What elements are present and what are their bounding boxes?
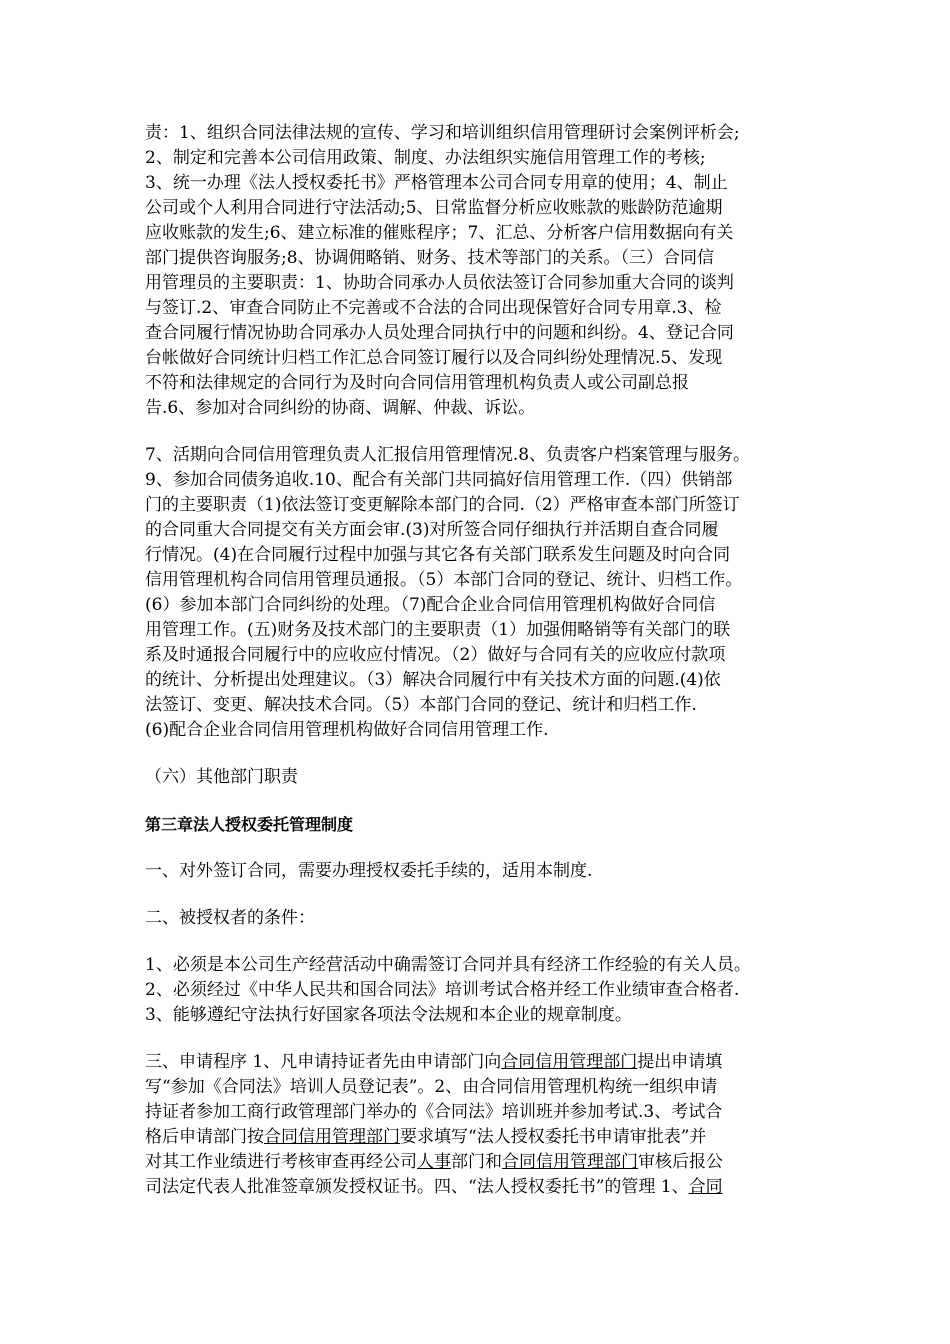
text-line: 持证者参加工商行政管理部门举办的《合同法》培训班并参加考试.3、考试合 — [145, 1102, 723, 1122]
text-line: 的合同重大合同提交有关方面会审.(3)对所签合同仔细执行并活期自查合同履 — [145, 520, 719, 540]
text-segment: 格后申请部门按 — [145, 1127, 264, 1147]
text-line — [145, 1150, 825, 1175]
link-contract-credit-dept[interactable]: 合同信用管理部门 — [501, 1052, 638, 1072]
text-line: 用管理工作。(五)财务及技术部门的主要职责（1）加强佣略销等有关部门的联 — [145, 620, 731, 640]
text-line: 写“参加《合同法》培训人员登记表”。2、由合同信用管理机构统一组织申请 — [145, 1077, 718, 1097]
text-line: 用管理员的主要职责：1、协助合同承办人员依法签订合同参加重大合同的谈判 — [145, 273, 734, 293]
text-line: 2、必须经过《中华人民共和国合同法》培训考试合格并经工作业绩审查合格者. — [145, 980, 740, 1000]
text-line: 一、对外签订合同，需要办理授权委托手续的，适用本制度. — [145, 861, 593, 881]
chapter-heading: 第三章法人授权委托管理制度 — [145, 815, 354, 834]
text-line: 责：1、组织合同法律法规的宣传、学习和培训组织信用管理研讨会案例评析会; — [145, 123, 740, 143]
paragraph-conditions-list — [145, 953, 825, 1028]
text-line — [145, 1050, 825, 1075]
link-contract-credit-dept[interactable]: 合同信用管理部门 — [264, 1127, 400, 1147]
text-line: 查合同履行情况协助合同承办人员处理合同执行中的问题和纠纷。4、登记合同 — [145, 323, 734, 343]
text-line: 7、活期向合同信用管理负责人汇报信用管理情况.8、负责客户档案管理与服务。 — [145, 445, 751, 465]
text-line: (6）参加本部门合同纠纷的处理。（7)配合企业合同信用管理机构做好合同信 — [145, 595, 716, 615]
paragraph-conditions-title — [145, 906, 825, 931]
text-line: 信用管理机构合同信用管理员通报。（5）本部门合同的登记、统计、归档工作。 — [145, 570, 743, 590]
text-line: 3、统一办理《法人授权委托书》严格管理本公司合同专用章的使用；4、制止 — [145, 173, 728, 193]
text-segment: 对其工作业绩进行考核审查再经公司 — [145, 1152, 417, 1172]
paragraph-application-procedure — [145, 1050, 825, 1200]
document-page — [145, 121, 825, 1222]
text-line: (6)配合企业合同信用管理机构做好合同信用管理工作. — [145, 720, 549, 740]
text-line: 1、必须是本公司生产经营活动中确需签订合同并具有经济工作经验的有关人员。 — [145, 955, 751, 975]
text-line: 3、能够遵纪守法执行好国家各项法令法规和本企业的规章制度。 — [145, 1005, 632, 1025]
link-contract-credit-dept[interactable]: 合同信用管理部门 — [502, 1152, 638, 1172]
text-line: 告.6、参加对合同纠纷的协商、调解、仲裁、诉讼。 — [145, 398, 536, 418]
text-line: 应收账款的发生;6、建立标准的催账程序；7、汇总、分析客户信用数据向有关 — [145, 223, 734, 243]
text-line: 部门提供咨询服务;8、协调佣略销、财务、技术等部门的关系。（三）合同信 — [145, 248, 715, 268]
link-hr[interactable]: 人事 — [417, 1152, 451, 1172]
paragraph-department-duties — [145, 443, 825, 743]
text-line: 不符和法律规定的合同行为及时向合同信用管理机构负责人或公司副总报 — [145, 373, 689, 393]
text-segment: 部门和 — [451, 1152, 502, 1172]
paragraph-scope — [145, 859, 825, 884]
text-line — [145, 1175, 825, 1200]
text-segment: 三、申请程序 1、凡申请持证者先由申请部门向 — [145, 1052, 502, 1072]
text-line: 9、参加合同债务追收.10、配合有关部门共同搞好信用管理工作.（四）供销部 — [145, 470, 733, 490]
text-line: 2、制定和完善本公司信用政策、制度、办法组织实施信用管理工作的考核; — [145, 148, 706, 168]
text-segment: 要求填写“法人授权委托书申请审批表”并 — [400, 1127, 707, 1147]
text-line: 公司或个人利用合同进行守法活动;5、日常监督分析应收账款的账龄防范逾期 — [145, 198, 723, 218]
text-line: 系及时通报合同履行中的应收应付情况。（2）做好与合同有关的应收应付款项 — [145, 645, 726, 665]
text-line: 法签订、变更、解决技术合同。（5）本部门合同的登记、统计和归档工作. — [145, 695, 697, 715]
text-line — [145, 1125, 825, 1150]
text-line: 与签订.2、审查合同防止不完善或不合法的合同出现保管好合同专用章.3、检 — [145, 298, 722, 318]
text-line: 二、被授权者的条件： — [145, 908, 315, 928]
text-segment: 提出申请填 — [637, 1052, 723, 1072]
text-line: （六）其他部门职责 — [145, 767, 298, 787]
text-line: 台帐做好合同统计归档工作汇总合同签订履行以及合同纠纷处理情况.5、发现 — [145, 348, 723, 368]
text-line: 的统计、分析提出处理建议。（3）解决合同履行中有关技术方面的问题.(4)依 — [145, 670, 721, 690]
link-contract[interactable]: 合同 — [688, 1177, 723, 1197]
paragraph-other-departments — [145, 765, 825, 790]
text-line: 门的主要职责（1)依法签订变更解除本部门的合同.（2）严格审查本部门所签订 — [145, 495, 740, 515]
paragraph-responsibilities — [145, 121, 825, 421]
text-segment: 司法定代表人批准签章颁发授权证书。四、“法人授权委托书”的管理 1、 — [145, 1177, 689, 1197]
text-line: 行情况。(4)在合同履行过程中加强与其它各有关部门联系发生问题及时向合同 — [145, 545, 731, 565]
text-segment: 审核后报公 — [638, 1152, 723, 1172]
